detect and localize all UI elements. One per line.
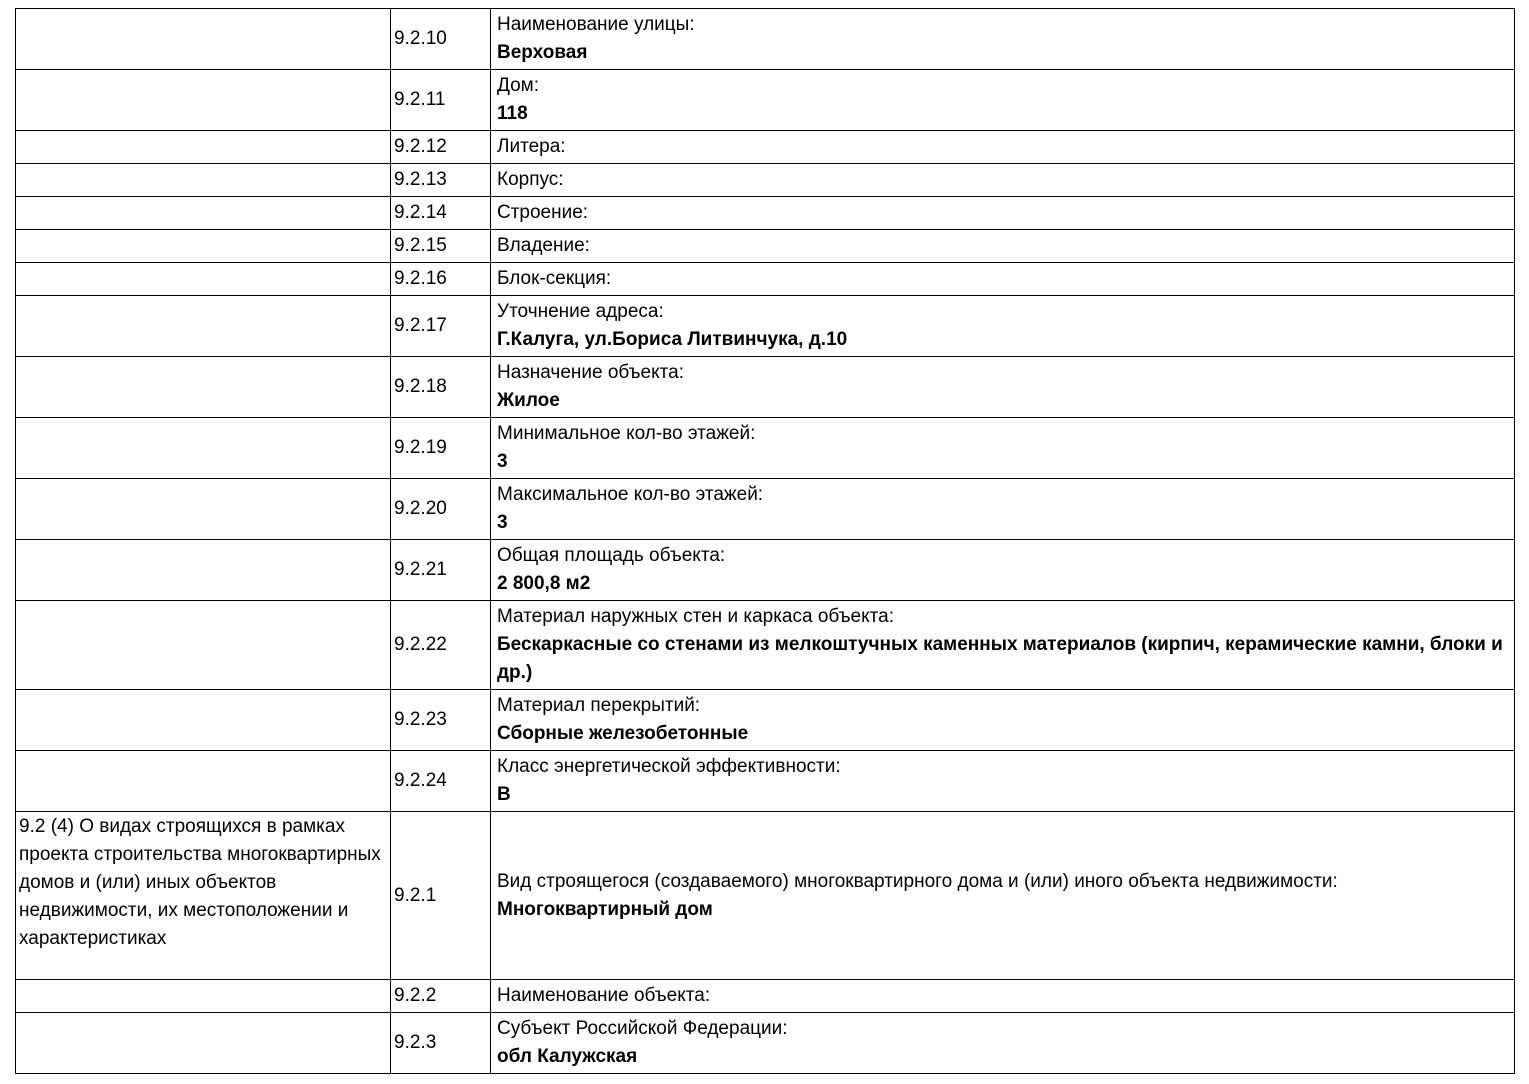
field-value: 3	[497, 512, 508, 533]
field-cell	[491, 690, 1515, 751]
field-value: Многоквартирный дом	[497, 898, 713, 920]
item-number: 9.2.24	[394, 770, 447, 791]
item-number: 9.2.11	[394, 89, 446, 110]
table-row	[16, 479, 1515, 540]
item-number: 9.2.20	[394, 498, 447, 519]
section-cell	[16, 812, 391, 980]
item-number: 9.2.2	[394, 985, 437, 1006]
item-number-cell	[391, 70, 491, 131]
table-row	[16, 70, 1515, 131]
item-number: 9.2.22	[394, 634, 447, 655]
table-row	[16, 812, 1515, 980]
section-cell	[16, 1013, 391, 1074]
field-cell	[491, 296, 1515, 357]
item-number-cell	[391, 812, 491, 980]
item-number-cell	[391, 479, 491, 540]
field-label: Минимальное кол-во этажей:	[497, 423, 756, 444]
field-label: Общая площадь объекта:	[497, 545, 726, 566]
section-cell	[16, 197, 391, 230]
table-row	[16, 296, 1515, 357]
section-cell	[16, 263, 391, 296]
field-label: Вид строящегося (создаваемого) многоквартирного дома и (или) иного объекта недвижимости:	[497, 870, 1338, 892]
field-cell	[491, 601, 1515, 690]
field-label: Блок-секция:	[497, 268, 612, 289]
item-number-cell	[391, 131, 491, 164]
section-cell	[16, 9, 391, 70]
item-number-cell	[391, 164, 491, 197]
field-cell	[491, 230, 1515, 263]
field-label: Максимальное кол-во этажей:	[497, 484, 764, 505]
item-number: 9.2.1	[394, 884, 437, 906]
item-number: 9.2.23	[394, 709, 447, 730]
field-value: Бескаркасные со стенами из мелкоштучных каменных материалов (кирпич, керамические камни, блоки и др.)	[497, 634, 1503, 683]
item-number: 9.2.17	[394, 315, 447, 336]
section-cell	[16, 690, 391, 751]
item-number: 9.2.13	[394, 169, 447, 190]
table-row	[16, 1013, 1515, 1074]
item-number-cell	[391, 418, 491, 479]
item-number: 9.2.14	[394, 202, 447, 223]
item-number-cell	[391, 751, 491, 812]
table-row	[16, 9, 1515, 70]
field-cell	[491, 418, 1515, 479]
field-label: Материал перекрытий:	[497, 695, 701, 716]
field-cell	[491, 9, 1515, 70]
field-label: Наименование объекта:	[497, 985, 711, 1006]
field-cell	[491, 812, 1515, 980]
item-number-cell	[391, 1013, 491, 1074]
table-row	[16, 690, 1515, 751]
field-label: Дом:	[497, 75, 539, 96]
item-number-cell	[391, 690, 491, 751]
field-cell	[491, 70, 1515, 131]
field-cell	[491, 479, 1515, 540]
item-number: 9.2.3	[394, 1032, 437, 1053]
table-row	[16, 601, 1515, 690]
item-number-cell	[391, 9, 491, 70]
item-number: 9.2.16	[394, 268, 447, 289]
item-number: 9.2.19	[394, 437, 447, 458]
section-cell	[16, 296, 391, 357]
section-cell	[16, 230, 391, 263]
table-row	[16, 418, 1515, 479]
field-value: Сборные железобетонные	[497, 723, 749, 744]
field-value: Верховая	[497, 42, 588, 63]
field-value: Жилое	[497, 390, 560, 411]
table-row	[16, 540, 1515, 601]
item-number-cell	[391, 230, 491, 263]
field-value: 118	[497, 103, 528, 124]
field-value: 3	[497, 451, 508, 472]
field-label: Строение:	[497, 202, 589, 223]
field-value: В	[497, 784, 511, 805]
field-label: Владение:	[497, 235, 590, 256]
section-cell	[16, 164, 391, 197]
field-cell	[491, 1013, 1515, 1074]
section-cell	[16, 601, 391, 690]
field-cell	[491, 357, 1515, 418]
section-cell	[16, 70, 391, 131]
section-cell	[16, 751, 391, 812]
field-cell	[491, 751, 1515, 812]
field-cell	[491, 980, 1515, 1013]
item-number-cell	[391, 197, 491, 230]
field-value: 2 800,8 м2	[497, 573, 591, 594]
item-number: 9.2.21	[394, 559, 447, 580]
field-cell	[491, 263, 1515, 296]
table-row	[16, 197, 1515, 230]
item-number-cell	[391, 296, 491, 357]
field-value: Г.Калуга, ул.Бориса Литвинчука, д.10	[497, 329, 848, 350]
section-cell	[16, 980, 391, 1013]
item-number-cell	[391, 540, 491, 601]
item-number-cell	[391, 601, 491, 690]
declaration-table	[15, 8, 1515, 1074]
section-cell	[16, 479, 391, 540]
item-number-cell	[391, 263, 491, 296]
item-number-cell	[391, 980, 491, 1013]
section-label: 9.2 (4) О видах строящихся в рамках проекта строительства многоквартирных домов и (или) иных объектов недвижимости, их местоположении и характеристиках	[19, 816, 381, 949]
field-label: Субъект Российской Федерации:	[497, 1018, 788, 1039]
section-cell	[16, 540, 391, 601]
section-cell	[16, 131, 391, 164]
table-row	[16, 263, 1515, 296]
field-cell	[491, 540, 1515, 601]
field-label: Материал наружных стен и каркаса объекта:	[497, 606, 894, 627]
table-row	[16, 751, 1515, 812]
table-row	[16, 164, 1515, 197]
field-cell	[491, 164, 1515, 197]
field-label: Наименование улицы:	[497, 14, 695, 35]
table-row	[16, 357, 1515, 418]
field-cell	[491, 131, 1515, 164]
field-label: Класс энергетической эффективности:	[497, 756, 841, 777]
item-number: 9.2.10	[394, 28, 447, 49]
table-row	[16, 131, 1515, 164]
item-number: 9.2.18	[394, 376, 447, 397]
section-cell	[16, 357, 391, 418]
field-cell	[491, 197, 1515, 230]
field-value: обл Калужская	[497, 1046, 638, 1067]
table-row	[16, 980, 1515, 1013]
item-number: 9.2.12	[394, 136, 447, 157]
item-number-cell	[391, 357, 491, 418]
section-cell	[16, 418, 391, 479]
field-label: Назначение объекта:	[497, 362, 684, 383]
item-number: 9.2.15	[394, 235, 447, 256]
field-label: Литера:	[497, 136, 566, 157]
table-row	[16, 230, 1515, 263]
field-label: Корпус:	[497, 169, 564, 190]
field-label: Уточнение адреса:	[497, 301, 664, 322]
